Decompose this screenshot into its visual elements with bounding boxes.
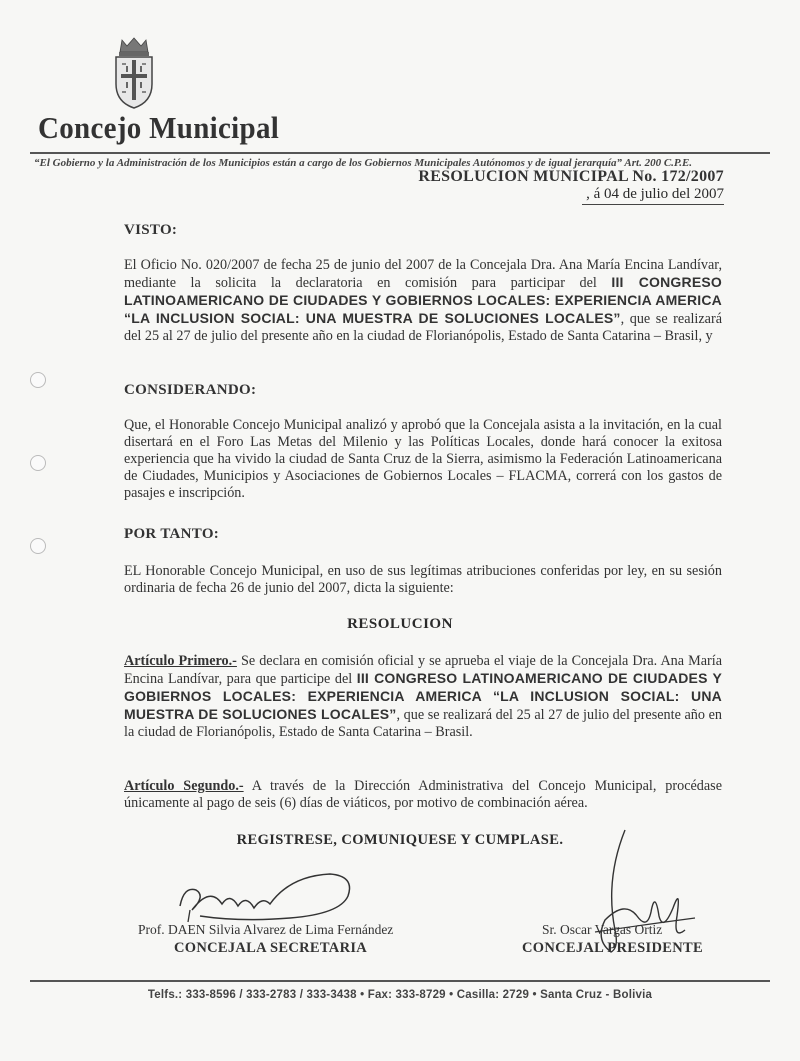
article-one-text-1: Se declara en comisión oficial y se aprueba el viaje de la Concejala Dra. Ana María Encina Landívar, para que participe del bbox=[124, 653, 722, 687]
article-one bbox=[124, 653, 722, 741]
footer-rule bbox=[30, 980, 770, 982]
resolucion-heading: RESOLUCION bbox=[347, 616, 453, 632]
left-signatory-role: CONCEJALA SECRETARIA bbox=[174, 940, 368, 956]
article-one-title: Artículo Primero.- bbox=[124, 653, 237, 669]
right-signatory-name: Sr. Oscar Vargas Ortiz bbox=[542, 922, 663, 937]
por-tanto-heading: POR TANTO: bbox=[124, 526, 220, 542]
punch-hole bbox=[30, 372, 46, 388]
coat-of-arms-icon bbox=[112, 36, 156, 110]
header-rule bbox=[30, 152, 770, 154]
article-two bbox=[124, 778, 722, 812]
motto: “El Gobierno y la Administración de los Municipios están a cargo de los Gobiernos Municipales Autónomos y de igual jerarquía” Art. 200 C.P.E. bbox=[34, 157, 693, 169]
resolution-title: RESOLUCION MUNICIPAL No. 172/2007 bbox=[418, 168, 724, 185]
article-one-congress-name: III CONGRESO LATINOAMERICANO DE CIUDADES Y GOBIERNOS LOCALES: EXPERIENCIA AMERICA “LA INCLUSION SOCIAL: UNA MUESTRA DE SOLUCIONES LOCALES” bbox=[124, 670, 722, 722]
visto-text-2: , que se realizará del 25 al 27 de julio del presente año en la ciudad de Florianópolis, Estado de Santa Catarina – Brasil, y bbox=[124, 311, 722, 344]
resolution-date: , á 04 de julio del 2007 bbox=[582, 186, 724, 205]
right-signature-image bbox=[555, 820, 705, 960]
visto-paragraph bbox=[124, 257, 722, 345]
article-two-text: A través de la Dirección Administrativa del Concejo Municipal, procédase únicamente al pago de seis (6) días de viáticos, por motivo de combinación aérea. bbox=[124, 778, 722, 811]
por-tanto-paragraph: EL Honorable Concejo Municipal, en uso de sus legítimas atribuciones conferidas por ley, en su sesión ordinaria de fecha 26 de junio del 2007, dicta la siguiente: bbox=[124, 563, 722, 596]
article-two-title: Artículo Segundo.- bbox=[124, 778, 244, 794]
visto-congress-name: III CONGRESO LATINOAMERICANO DE CIUDADES Y GOBIERNOS LOCALES: EXPERIENCIA AMERICA “LA INCLUSION SOCIAL: UNA MUESTRA DE SOLUCIONES LOCALES” bbox=[124, 274, 722, 326]
considerando-heading: CONSIDERANDO: bbox=[124, 382, 257, 398]
article-one-text-2: , que se realizará del 25 al 27 de julio del presente año en la ciudad de Florianópolis, Estado de Santa Catarina – Brasil. bbox=[124, 707, 722, 740]
considerando-paragraph: Que, el Honorable Concejo Municipal analizó y aprobó que la Concejala asista a la invitación, en la cual disertará en el Foro Las Metas del Milenio y las Políticas Locales, donde hará conocer la exitosa experiencia que ha vivido la ciudad de Santa Cruz de la Sierra, asimismo la Federación Latinoamericana de Ciudades, Municipios y Asociaciones de Gobiernos Locales – FLACMA, correrá con los gastos de pasajes e inscripción. bbox=[124, 417, 722, 501]
visto-heading: VISTO: bbox=[124, 222, 178, 238]
right-signatory-role: CONCEJAL PRESIDENTE bbox=[522, 940, 703, 956]
left-signatory-name: Prof. DAEN Silvia Alvarez de Lima Fernández bbox=[138, 922, 394, 937]
punch-hole bbox=[30, 538, 46, 554]
punch-hole bbox=[30, 455, 46, 471]
footer-contact: Telfs.: 333-8596 / 333-2783 / 333-3438 • Fax: 333-8729 • Casilla: 2729 • Santa Cruz - Bolivia bbox=[147, 989, 653, 1001]
visto-text-1: El Oficio No. 020/2007 de fecha 25 de junio del 2007 de la Concejala Dra. Ana María Encina Landívar, mediante la solicita la declaratoria en comisión para participar del bbox=[124, 257, 722, 291]
closing-statement: REGISTRESE, COMUNIQUESE Y CUMPLASE. bbox=[236, 832, 564, 848]
organization-name: Concejo Municipal bbox=[38, 112, 280, 146]
left-signature-image bbox=[170, 866, 360, 926]
